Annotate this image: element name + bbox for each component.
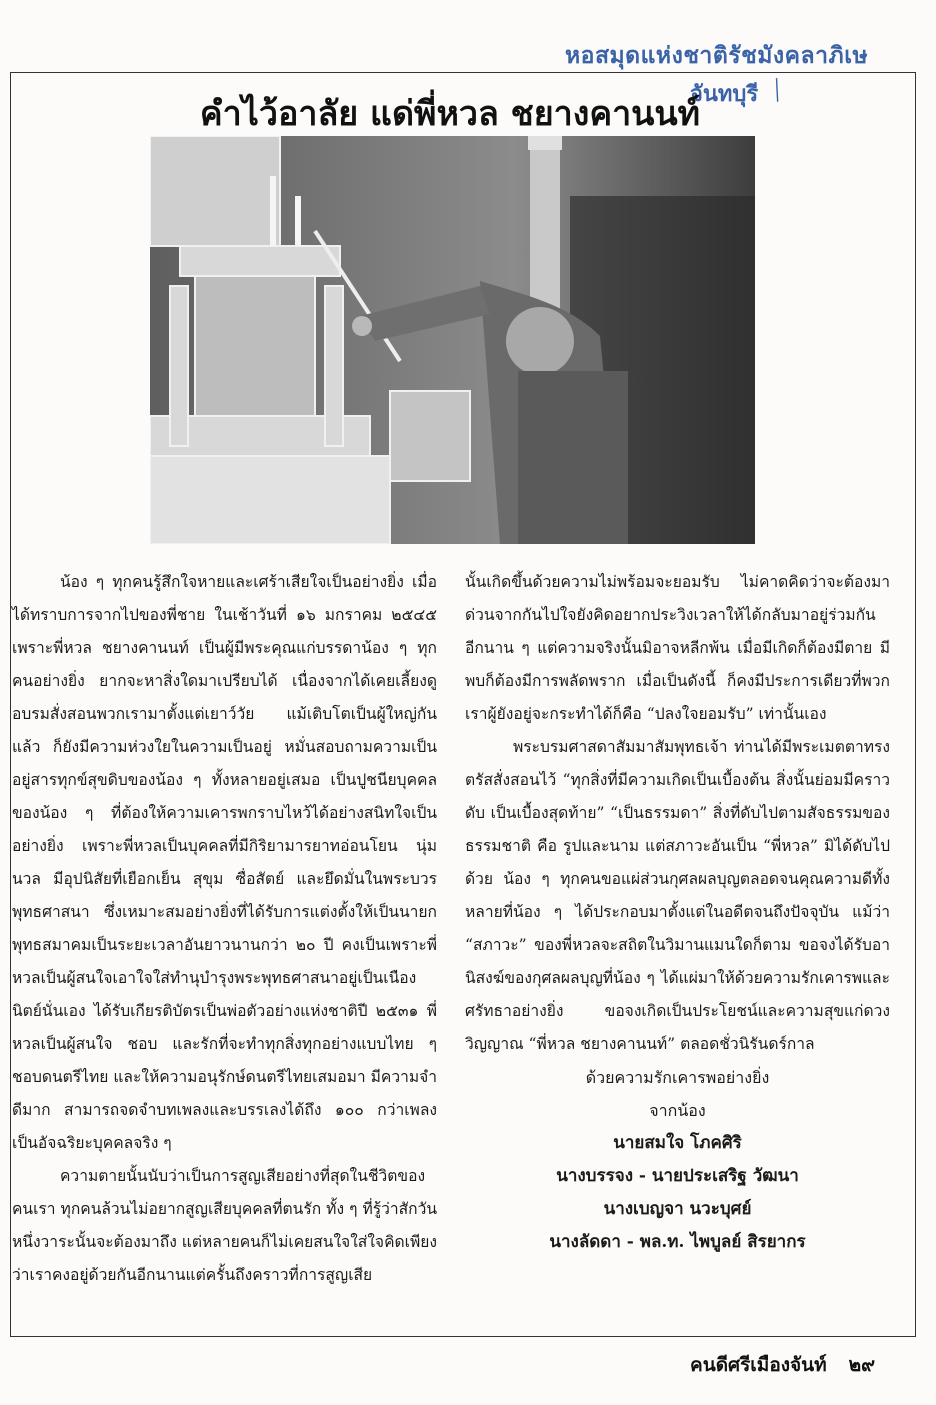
library-stamp-location: จันทบุรี (690, 82, 759, 107)
photo-illustration (150, 136, 755, 544)
library-stamp: หอสมุดแห่งชาติรัชมังคลาภิเษ (565, 43, 869, 69)
article-title: คำไว้อาลัย แด่พี่หวล ชยางคานนท์ (199, 94, 701, 134)
page-footer (690, 1350, 910, 1380)
magazine-name: คนดีศรีเมืองจันท์ (690, 1354, 827, 1376)
memorial-photo (150, 136, 755, 544)
signatory: นางบรรจง - นายประเสริฐ วัฒนา (556, 1166, 799, 1186)
article-paragraph: นั้นเกิดขึ้นด้วยความไม่พร้อมจะยอมรับ ไม่คาดคิดว่าจะต้องมาด่วนจากกันไปใจยังคิดอยากประวิงเวลาให้ได้กลับมาอยู่ร่วมกันอีกนาน ๆ แต่ความจริงนั้นมิอาจหลีกพ้น เมื่อมีเกิดก็ต้องมีตาย มีพบก็ต้องมีการพลัดพราก เมื่อเป็นดังนี้ ก็คงมีประการเดียวที่พวกเราผู้ยังอยู่จะกระทำได้ก็คือ “ปลงใจยอมรับ” เท่านั้นเอง (465, 573, 890, 723)
article-column-right (465, 566, 890, 1259)
signatory: นางเบญจา นวะบุศย์ (603, 1199, 752, 1219)
article-paragraph: พระบรมศาสดาสัมมาสัมพุทธเจ้า ท่านได้มีพระเมตตาทรงตรัสสั่งสอนไว้ “ทุกสิ่งที่มีความเกิดเป็นเบื้องต้น สิ่งนั้นย่อมมีคราวดับ เป็นเบื้องสุดท้าย” “เป็นธรรมดา” สิ่งที่ดับไปตามสัจธรรมของธรรมชาติ คือ รูปและนาม แต่สภาวะอันเป็น “พี่หวล” มิได้ดับไปด้วย น้อง ๆ ทุกคนขอแผ่ส่วนกุศลผลบุญตลอดจนคุณความดีทั้งหลายที่น้อง ๆ ได้ประกอบมาตั้งแต่ในอดีตจนถึงปัจจุบัน แม้ว่า “สภาวะ” ของพี่หวลจะสถิตในวิมานแมนใดก็ตาม ขอจงได้รับอานิสงฆ์ของกุศลผลบุญที่น้อง ๆ ได้แผ่มาให้ด้วยความรักเคารพและศรัทธาอย่างยิ่ง ขอจงเกิดเป็นประโยชน์และความสุขแก่ดวงวิญญาณ “พี่หวล ชยางคานนท์” ตลอดชั่วนิรันดร์กาล (465, 738, 890, 1053)
article-paragraph: ความตายนั้นนับว่าเป็นการสูญเสียอย่างที่สุดในชีวิตของคนเรา ทุกคนล้วนไม่อยากสูญเสียบุคคลที่ตนรัก ทั้ง ๆ ที่รู้ว่าสักวันหนึ่งวาระนั้นจะต้องมาถึง แต่หลายคนก็ไม่เคยสนใจใส่ใจคิดเพียงว่าเราคงอยู่ด้วยกันอีกนานแต่ครั้นถึงคราวที่การสูญเสีย (12, 1167, 437, 1284)
closing-line: ด้วยความรักเคารพอย่างยิ่ง (585, 1068, 770, 1087)
stamp-mark: ╱ (767, 78, 788, 103)
from-line: จากน้อง (649, 1101, 706, 1120)
article-column-left (12, 566, 437, 1292)
article-paragraph: น้อง ๆ ทุกคนรู้สึกใจหายและเศร้าเสียใจเป็นอย่างยิ่ง เมื่อได้ทราบการจากไปของพี่ชาย ในเช้าวันที่ ๑๖ มกราคม ๒๕๔๕ เพราะพี่หวล ชยางคานนท์ เป็นผู้มีพระคุณแก่บรรดาน้อง ๆ ทุกคนอย่างยิ่ง ยากจะหาสิ่งใดมาเปรียบได้ เนื่องจากได้เคยเลี้ยงดูอบรมสั่งสอนพวกเรามาตั้งแต่เยาว์วัย แม้เติบโตเป็นผู้ใหญ่กันแล้ว ก็ยังมีความห่วงใยในความเป็นอยู่ หมั่นสอบถามความเป็นอยู่สารทุกข์สุขดิบของน้อง ๆ ทั้งหลายอยู่เสมอ เป็นปูชนียบุคคลของน้อง ๆ ที่ต้องให้ความเคารพกราบไหว้ได้อย่างสนิทใจเป็นอย่างยิ่ง เพราะพี่หวลเป็นบุคคลที่มีกิริยามารยาทอ่อนโยน นุ่มนวล มีอุปนิสัยที่เยือกเย็น สุขุม ซื่อสัตย์ และยึดมั่นในพระบวรพุทธศาสนา ซึ่งเหมาะสมอย่างยิ่งที่ได้รับการแต่งตั้งให้เป็นนายกพุทธสมาคมเป็นระยะเวลาอันยาวนานกว่า ๒๐ ปี คงเป็นเพราะพี่หวลเป็นผู้สนใจเอาใจใส่ทำนุบำรุงพระพุทธศาสนาอยู่เป็นเนืองนิตย์นั่นเอง ได้รับเกียรติบัตรเป็นพ่อตัวอย่างแห่งชาติปี ๒๕๓๑ พี่หวลเป็นผู้สนใจ ชอบ และรักที่จะทำทุกสิ่งทุกอย่างแบบไทย ๆ ชอบดนตรีไทย และให้ความอนุรักษ์ดนตรีไทยเสมอมา มีความจำดีมาก สามารถจดจำบทเพลงและบรรเลงได้ถึง ๑๐๐ กว่าเพลง เป็นอัจฉริยะบุคคลจริง ๆ (12, 573, 437, 1152)
page-number: ๒๙ (848, 1354, 876, 1376)
signatory: นางลัดดา - พล.ท. ไพบูลย์ สิรยากร (549, 1232, 806, 1252)
signatory: นายสมใจ โภคศิริ (613, 1133, 742, 1153)
